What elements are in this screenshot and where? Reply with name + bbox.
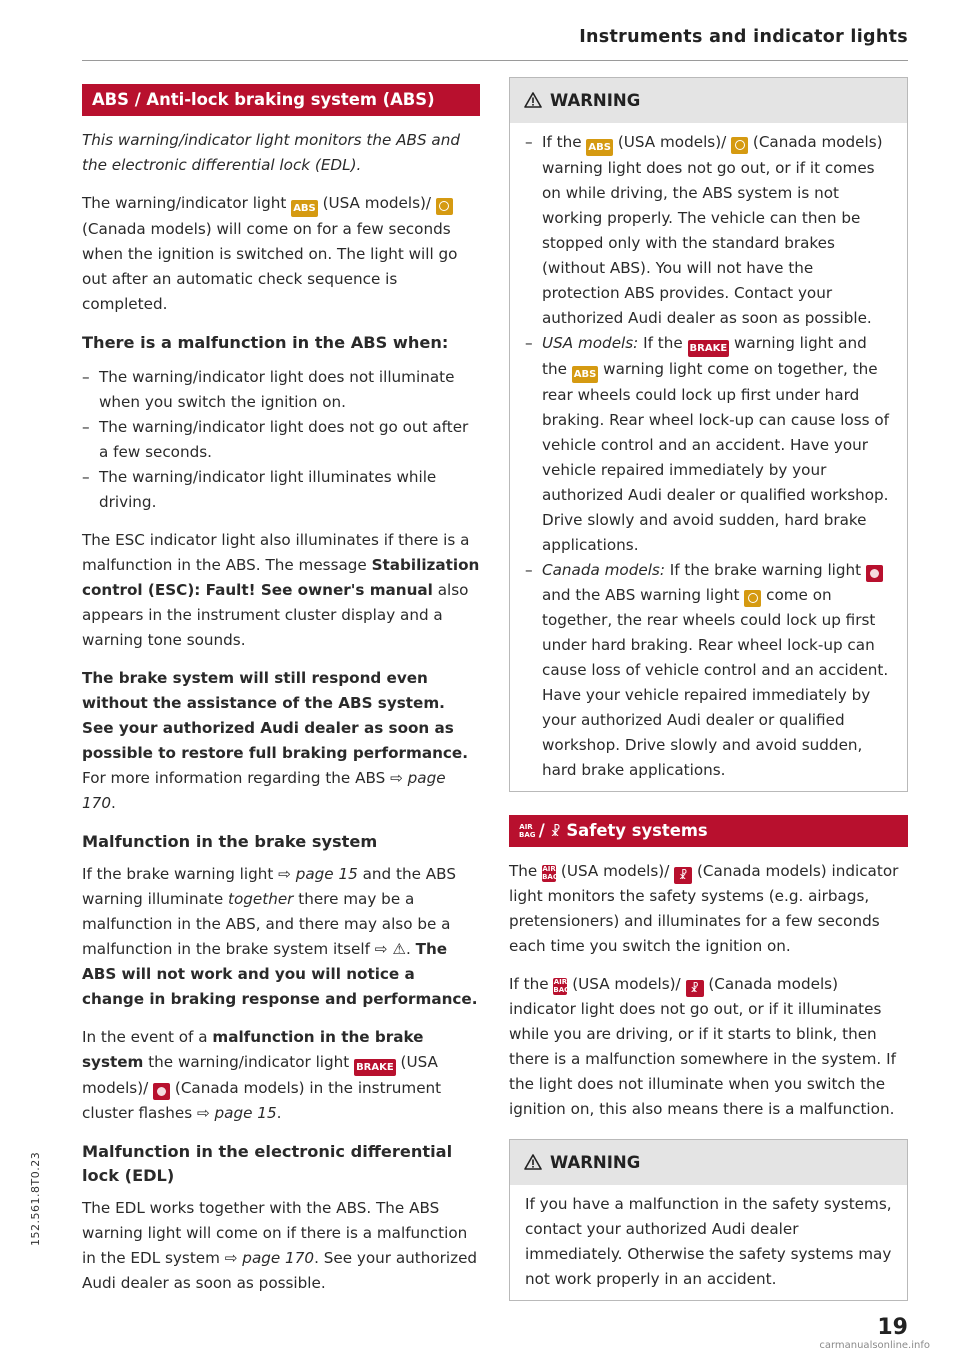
section-title-safety-text: Safety systems — [566, 821, 708, 840]
left-column — [82, 84, 480, 1296]
warning-text: If you have a malfunction in the safety systems, contact your authorized Audi dealer immediately. Otherwise the safety systems may not work properly in an accident. — [525, 1195, 892, 1288]
p1-b: (USA models)/ — [322, 194, 432, 212]
p4-e: The ABS will not work and you will notice a change in braking response and performance. — [82, 940, 478, 1008]
p1-a: The warning/indicator light — [82, 194, 287, 212]
section-title-abs-text: ABS / Anti-lock braking system (ABS) — [92, 90, 435, 109]
brake-canada-icon — [866, 565, 883, 582]
s1-a: The — [509, 862, 538, 880]
p2-c: also appears in the instrument cluster display and a warning tone sounds. — [82, 581, 469, 649]
paragraph-safety-2 — [509, 972, 908, 1122]
abs-canada-icon — [436, 198, 453, 215]
s2-b: (USA models)/ — [572, 975, 681, 993]
airbag-icon: AIR BAG — [542, 865, 559, 881]
abs-canada-icon — [731, 137, 748, 154]
p4-b: and the ABS warning illuminate — [82, 865, 456, 908]
warning-header — [510, 78, 907, 123]
w1-a: If the — [542, 133, 582, 151]
page-ref-link[interactable]: ⇨ page 15 — [196, 1104, 277, 1122]
s1-c: (Canada models) indicator light monitors the safety systems (e.g. airbags, pretensioners) and illuminates for a few seconds each time you switch the ignition on. — [509, 862, 899, 955]
list-item: – The warning/indicator light illuminates while driving. — [82, 465, 480, 515]
p4-c: together — [228, 890, 294, 908]
page-number: 19 — [877, 1315, 908, 1340]
w1-b: (USA models)/ — [617, 133, 727, 151]
list-item — [525, 130, 893, 331]
section-title-safety — [509, 815, 908, 847]
w1-c: (Canada models) warning light does not go out, or if it comes on while driving, the ABS system is not working properly. The vehicle can then be stopped only with the standard brakes (without ABS). You will not have the protection ABS provides. Contact your authorized Audi dealer as soon as possible. — [542, 133, 883, 327]
s2-a: If the — [509, 975, 549, 993]
abs-icon: ABS — [572, 366, 599, 383]
p3-end: . — [111, 794, 116, 812]
document-code-text: 152.561.8T0.23 — [29, 1151, 42, 1246]
paragraph-esc — [82, 528, 480, 653]
paragraph-edl — [82, 1196, 480, 1296]
p4-d: there may be a malfunction in the ABS, and there may also be a malfunction in the brake system itself — [82, 890, 451, 958]
running-header: Instruments and indicator lights — [579, 27, 908, 47]
seatbelt-icon: ☧ — [686, 980, 704, 997]
w3-a: Canada models: — [542, 561, 665, 579]
intro-text: This warning/indicator light monitors the ABS and the electronic differential lock (EDL). — [82, 131, 460, 174]
w2-b: If the — [643, 334, 683, 352]
warning-header — [510, 1140, 907, 1185]
warning-title: WARNING — [550, 91, 641, 110]
watermark: carmanualsonline.info — [819, 1340, 930, 1351]
seatbelt-icon: ☧ — [674, 867, 692, 884]
list-item: – The warning/indicator light does not go out after a few seconds. — [82, 415, 480, 465]
p5-a: In the event of a — [82, 1028, 208, 1046]
w3-d: come on together, the rear wheels could lock up first under hard braking. Rear wheel lock-up can cause loss of vehicle control and an accident. Have your vehicle repaired immediately by your authorized Audi dealer or qualified workshop. Drive slowly and avoid sudden, hard brake applications. — [542, 586, 889, 779]
w3-b: If the brake warning light — [669, 561, 862, 579]
p3-b: For more information regarding the ABS — [82, 769, 386, 787]
brake-icon: BRAKE — [354, 1059, 396, 1076]
paragraph-brake-flash — [82, 1025, 480, 1126]
warning-body — [510, 123, 907, 791]
page-ref-link[interactable]: ⇨ page 15 — [278, 865, 358, 883]
paragraph-brake-response — [82, 666, 480, 816]
p1-c: (Canada models) will come on for a few seconds when the ignition is switched on. The light will go out after an automatic check sequence is completed. — [82, 220, 458, 313]
heading-edl: Malfunction in the electronic differential lock (EDL) — [82, 1142, 453, 1185]
page-ref-link[interactable]: ⇨ page 170 — [82, 769, 446, 812]
w2-c: warning light and the — [542, 334, 867, 378]
paragraph-brake-malfunction — [82, 862, 480, 1012]
section-title-abs — [82, 84, 480, 116]
w2-d: warning light come on together, the rear wheels could lock up first under hard braking. Rear wheel lock-up can cause loss of vehicle control and an accident. Have your vehicle repaired immediately by your authorized Audi dealer or qualified workshop. Drive slowly and avoid sudden, hard brake applications. — [542, 360, 890, 554]
abs-canada-icon — [744, 590, 761, 607]
p5-b: malfunction in the brake system — [82, 1028, 424, 1071]
w2-a: USA models: — [542, 334, 639, 352]
p4-a: If the brake warning light — [82, 865, 274, 883]
p2-a: The ESC indicator light also illuminates if there is a malfunction in the ABS. The message — [82, 531, 470, 574]
warning-box-safety — [509, 1139, 908, 1301]
list-item — [525, 331, 893, 558]
warning-title: WARNING — [550, 1153, 641, 1172]
brake-canada-icon — [153, 1083, 170, 1100]
warning-triangle-icon — [524, 92, 542, 108]
header-rule — [82, 60, 908, 61]
brake-icon: BRAKE — [688, 340, 730, 357]
right-column — [509, 77, 908, 1301]
p5-d: (USA models)/ — [82, 1053, 438, 1097]
s1-b: (USA models)/ — [560, 862, 670, 880]
p5-e: (Canada models) in the instrument cluster flashes — [82, 1079, 442, 1122]
list-item: – The warning/indicator light does not illuminate when you switch the ignition on. — [82, 365, 480, 415]
p5-c: the warning/indicator light — [148, 1053, 350, 1071]
p6-b: . See your authorized Audi dealer as soon as possible. — [82, 1249, 478, 1292]
section-slash: / — [538, 821, 545, 840]
heading-abs-malfunction: There is a malfunction in the ABS when: — [82, 333, 449, 352]
airbag-icon: AIR BAG — [553, 978, 570, 994]
p6-a: The EDL works together with the ABS. The ABS warning light will come on if there is a malfunction in the EDL system — [82, 1199, 468, 1267]
list-item — [525, 558, 893, 783]
p3-a: The brake system will still respond even without the assistance of the ABS system. See your authorized Audi dealer as soon as possible to restore full braking performance. — [82, 669, 468, 762]
p2-b: Stabilization control (ESC): Fault! See owner's manual — [82, 556, 480, 599]
heading-brake-system: Malfunction in the brake system — [82, 832, 378, 851]
abs-icon: ABS — [291, 200, 318, 217]
seatbelt-icon: ☧ — [550, 825, 561, 840]
warning-body — [510, 1185, 907, 1300]
page-ref-link[interactable]: ⇨ page 170 — [224, 1249, 315, 1267]
abs-icon: ABS — [586, 139, 613, 156]
warning-box-abs — [509, 77, 908, 792]
paragraph-safety-1 — [509, 859, 908, 959]
abs-malfunction-list — [82, 365, 480, 515]
paragraph-abs-light — [82, 191, 480, 317]
p5-end: . — [276, 1104, 282, 1122]
warning-triangle-icon — [524, 1154, 542, 1170]
w3-c: and the ABS warning light — [542, 586, 740, 604]
s2-c: (Canada models) indicator light does not go out, or if it illuminates while you are driving, or if it starts to blink, then there is a malfunction somewhere in the system. If the light does not illuminate when you switch the ignition on, this also means there is a malfunction. — [509, 975, 896, 1118]
warning-ref-link[interactable]: ⇨ ⚠. — [374, 940, 411, 958]
airbag-icon: AIR BAG — [519, 823, 536, 839]
